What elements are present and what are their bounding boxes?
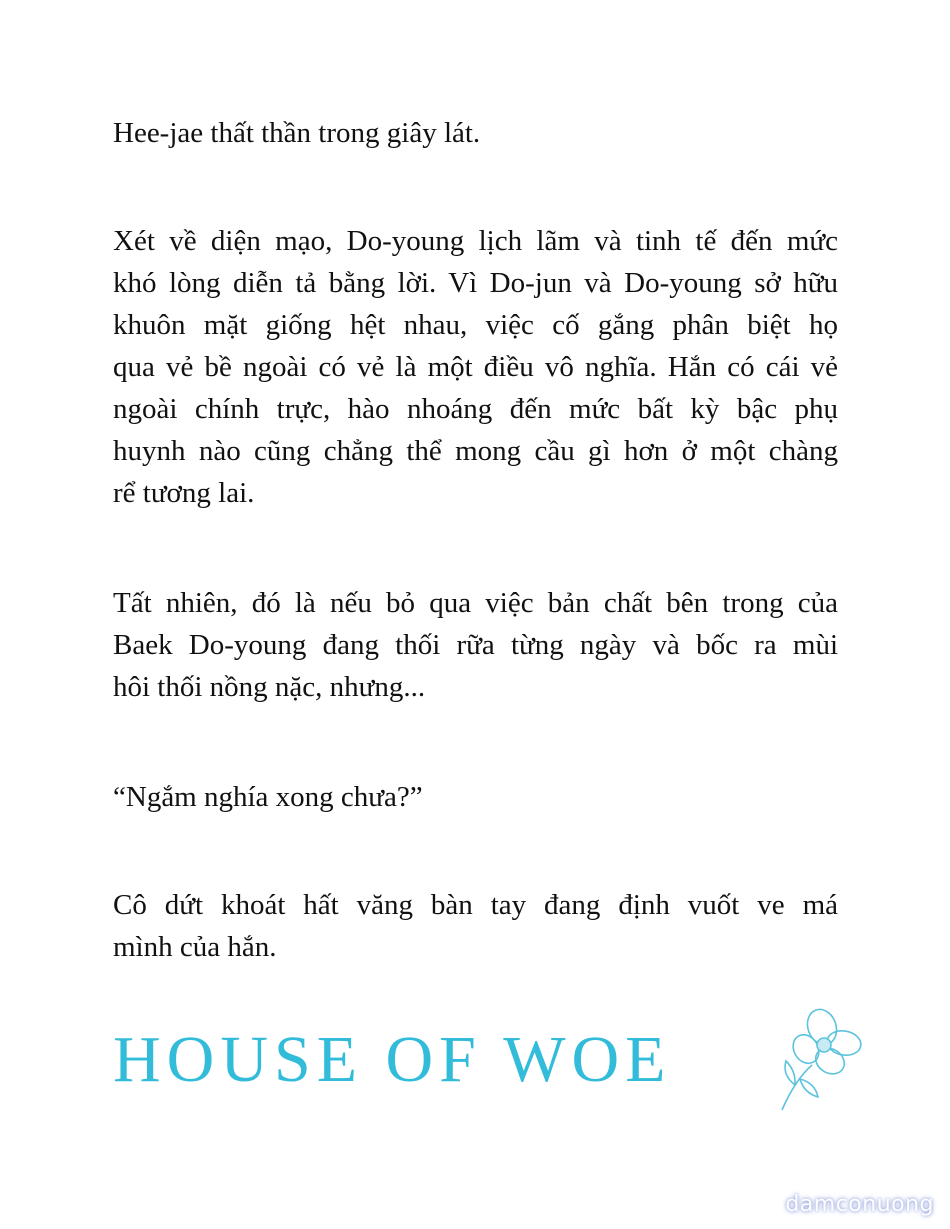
paragraph-line: khó lòng diễn tả bằng lời. Vì Do-jun và Do-young sở hữu	[113, 267, 838, 299]
site-watermark: damconuong	[785, 1192, 934, 1217]
paragraph-line: rể tương lai.	[113, 477, 255, 509]
paragraph-line: Baek Do-young đang thối rữa từng ngày và bốc ra mùi	[113, 629, 838, 661]
paragraph-line: ngoài chính trực, hào nhoáng đến mức bất kỳ bậc phụ	[113, 393, 838, 425]
dialogue-line: “Ngắm nghía xong chưa?”	[113, 781, 423, 813]
paragraph-line: hôi thối nồng nặc, nhưng...	[113, 671, 426, 703]
paragraph-line: qua vẻ bề ngoài có vẻ là một điều vô nghĩa. Hắn có cái vẻ	[113, 351, 838, 383]
paragraph-line: mình của hắn.	[113, 931, 277, 963]
paragraph-line: Xét về diện mạo, Do-young lịch lãm và tinh tế đến mức	[113, 225, 838, 257]
paragraph-line: khuôn mặt giống hệt nhau, việc cố gắng phân biệt họ	[113, 309, 838, 341]
flower-watermark-icon	[760, 1005, 870, 1115]
paragraph-line: Tất nhiên, đó là nếu bỏ qua việc bản chất bên trong của	[113, 587, 838, 619]
paragraph-line: huynh nào cũng chẳng thể mong cầu gì hơn ở một chàng	[113, 435, 838, 467]
paragraph-line: Hee-jae thất thần trong giây lát.	[113, 117, 481, 149]
paragraph-line: Cô dứt khoát hất văng bàn tay đang định vuốt ve má	[113, 889, 838, 921]
watermark-text: HOUSE OF WOE	[113, 1023, 672, 1096]
